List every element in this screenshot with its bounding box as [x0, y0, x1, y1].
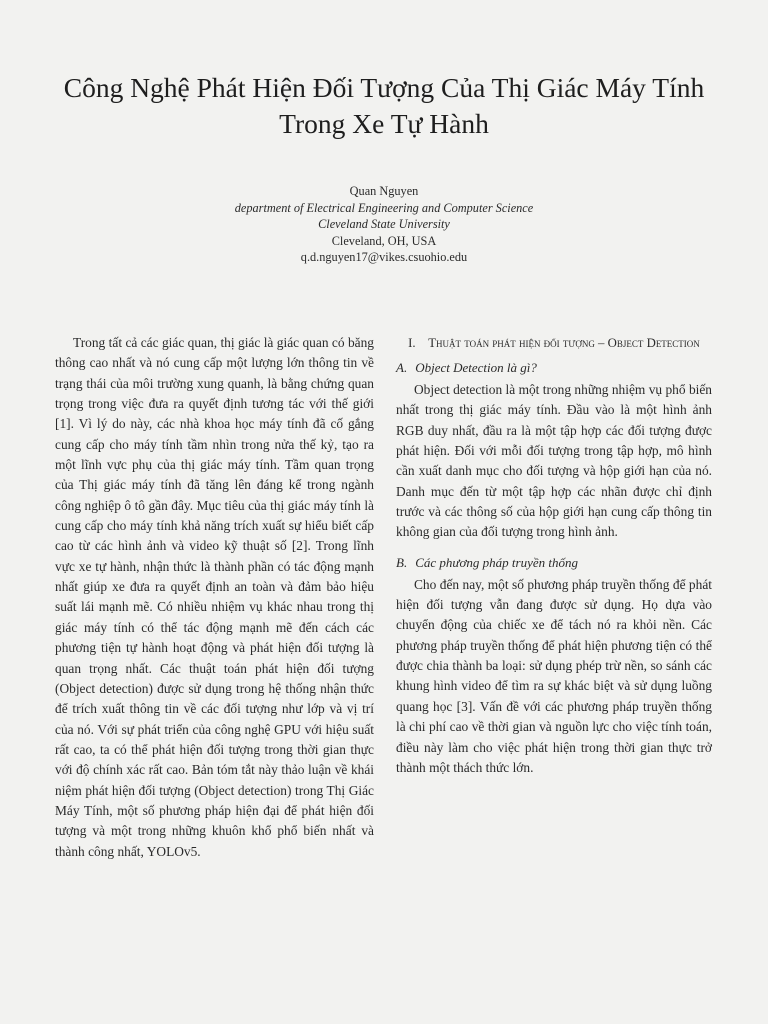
subsection-letter: B. — [396, 554, 408, 570]
subsection-title: Object Detection là gì? — [415, 360, 537, 375]
author-department: department of Electrical Engineering and Computer Science — [234, 200, 534, 215]
subsection-letter: A. — [396, 360, 408, 375]
subsection-heading-a — [396, 358, 712, 378]
author-name: Quan Nguyen — [349, 184, 419, 198]
paper-title: Công Nghệ Phát Hiện Đối Tượng Của Thị Giác Máy Tính Trong Xe Tự Hành — [63, 72, 705, 139]
section-title: Thuật toán phát hiện đối tượng – Object Detection — [428, 336, 700, 350]
subsection-b-paragraph: Cho đến nay, một số phương pháp truyền thống để phát hiện đối tượng vẫn đang được sử dụng. Họ dựa vào chuyển động của chiếc xe để tách nó ra khỏi nền. Các phương pháp truyền thống để phát hiện phương tiện có thể được chia thành ba loại: sử dụng phép trừ nền, so sánh các khung hình video để tìm ra sự khác biệt và sử dụng luồng quang học [3]. Vấn đề với các phương pháp truyền thống là chi phí cao về thời gian và nguồn lực cho việc tính toán, điều này làm cho việc phát hiện trong thời gian thực trở thành một thách thức lớn. — [396, 576, 712, 775]
section-heading — [396, 332, 712, 354]
author-university: Cleveland State University — [318, 217, 450, 231]
author-block — [84, 183, 684, 266]
author-location: Cleveland, OH, USA — [331, 233, 437, 248]
subsection-a-paragraph: Object detection là một trong những nhiệm vụ phổ biến nhất trong thị giác máy tính. Đầu vào là một hình ảnh RGB duy nhất, đầu ra là một tập hợp các đối tượng được phát hiện. Đối với mỗi đối tượng trong tập hợp, mô hình cần xuất danh mục cho đối tượng và hộp giới hạn của nó. Danh mục đến từ một tập hợp các nhãn được chỉ định trước và các thông số của hộp giới hạn cung cấp thông tin không gian của đối tượng trong hình ảnh. — [396, 382, 712, 540]
subsection-title: Các phương pháp truyền thống — [415, 554, 578, 570]
author-email[interactable]: q.d.nguyen17@vikes.csuohio.edu — [300, 250, 468, 264]
section-number: I. — [408, 336, 416, 350]
right-column — [396, 332, 712, 778]
subsection-heading-b — [396, 553, 712, 573]
left-column — [55, 333, 374, 862]
abstract-paragraph: Trong tất cả các giác quan, thị giác là giác quan có băng thông cao nhất và nó cung cấp một lượng lớn thông tin về trạng thái của môi trường xung quanh, là bằng chứng quan trọng trong việc đưa ra quyết định tương tác với thế giới [1]. Vì lý do này, các nhà khoa học máy tính đã cố gắng cung cấp cho máy tính tầm nhìn trong nửa thế kỷ, tạo ra một lĩnh vực phụ của thị giác máy tính. Tầm quan trọng của Thị giác máy tính đã tăng lên đáng kể trong ngành công nghiệp ô tô gần đây. Mục tiêu của thị giác máy tính là cung cấp cho máy tính khả năng trích xuất sự hiểu biết cấp cao từ các hình ảnh và video kỹ thuật số [2]. Trong lĩnh vực xe tự hành, nhận thức là thành phần có tác động mạnh nhất giúp xe đưa ra quyết định an toàn và đảm bảo hiệu suất lái mạnh mẽ. Có nhiều nhiệm vụ khác nhau trong thị giác máy tính có thể tác động mạnh mẽ đến cách các phương tiện tự hành hoạt động và phát hiện đối tượng là quan trọng nhất. Các thuật toán phát hiện đối tượng (Object detection) được sử dụng trong hệ thống nhận thức để trích xuất thông tin về các đối tượng như lớp và vị trí của nó. Với sự phát triển của công nghệ GPU với hiệu suất rất cao, ta có thể phát hiện đối tượng trong thời gian thực với độ chính xác rất cao. Bản tóm tắt này thảo luận về khái niệm phát hiện đối tượng (Object detection) trong Thị Giác Máy Tính, một số phương pháp hiện đại để phát hiện đối tượng và một trong những khuôn khổ phổ biến nhất và thành công nhất, YOLOv5. — [55, 335, 374, 859]
